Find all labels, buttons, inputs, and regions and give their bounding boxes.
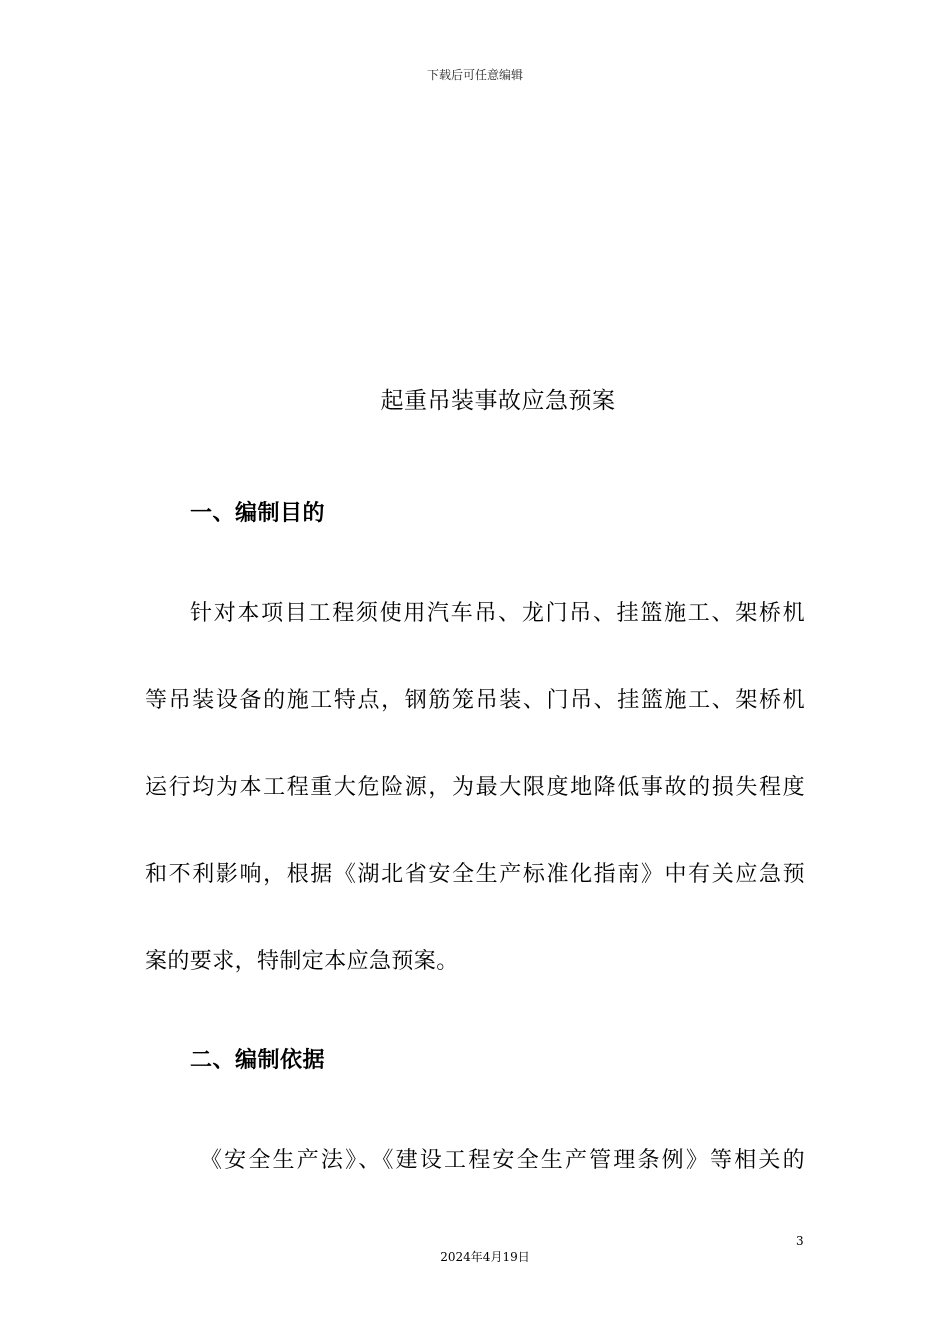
document-title: 起重吊装事故应急预案: [380, 388, 616, 414]
paragraph-line: 和不利影响，根据《湖北省安全生产标准化指南》中有关应急预: [145, 862, 805, 887]
paragraph-line: 等吊装设备的施工特点，钢筋笼吊装、门吊、挂篮施工、架桥机: [145, 688, 805, 713]
paragraph-line: 针对本项目工程须使用汽车吊、龙门吊、挂篮施工、架桥机: [190, 601, 805, 626]
section-heading-purpose: 一、编制目的: [190, 501, 326, 526]
paragraph-line: 案的要求，特制定本应急预案。: [145, 949, 459, 974]
paragraph-line: 《安全生产法》、《建设工程安全生产管理条例》等相关的: [200, 1148, 805, 1173]
footer-date: 2024年4月19日: [440, 1250, 530, 1264]
page-number: 3: [796, 1234, 804, 1248]
paragraph-line: 运行均为本工程重大危险源，为最大限度地降低事故的损失程度: [145, 775, 805, 800]
header-note: 下载后可任意编辑: [426, 68, 523, 82]
section-heading-basis: 二、编制依据: [190, 1048, 326, 1073]
